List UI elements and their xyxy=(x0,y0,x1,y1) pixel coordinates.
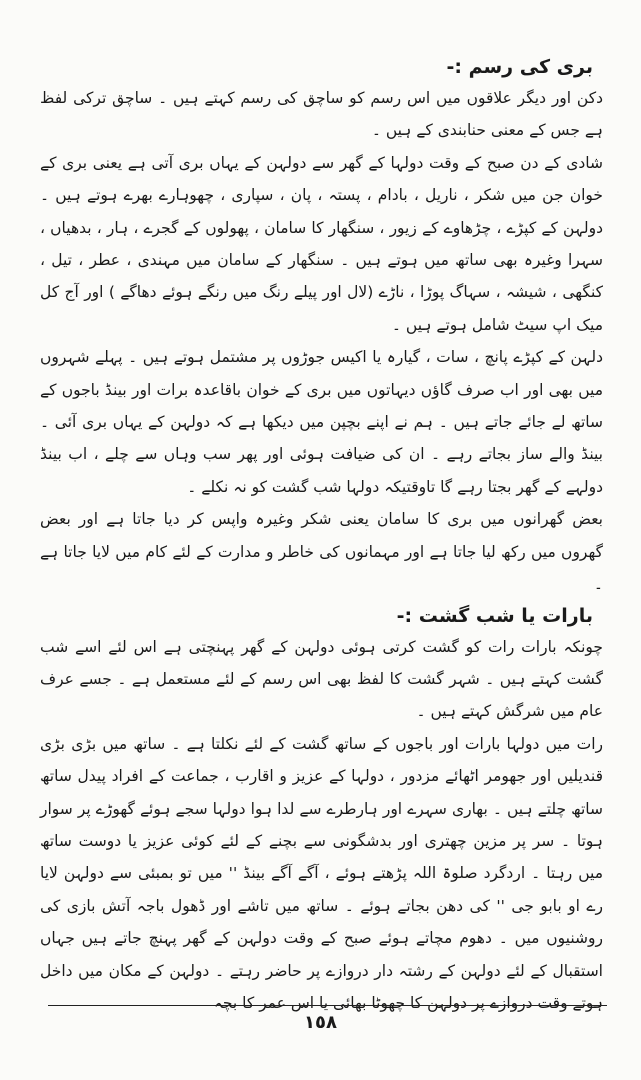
footer-divider xyxy=(48,1005,607,1006)
section-heading-bari: بری کی رسم :- xyxy=(446,56,593,78)
paragraph: بعض گھرانوں میں بری کا سامان یعنی شکر وغیرہ واپس کر دیا جاتا ہے اور بعض گھروں میں رکھ لیا جاتا ہے اور مہمانوں کی خاطر و مدارت کے لئے کام میں لایا جاتا ہے ۔ xyxy=(40,510,603,594)
paragraph: دلہن کے کپڑے پانچ ، سات ، گیارہ یا اکیس جوڑوں پر مشتمل ہوتے ہیں ۔ پہلے شہروں میں بھی اور اب صرف گاؤں دیہاتوں میں بری کے خوان باقاعدہ برات اور بینڈ باجوں کے ساتھ لے جائے جاتے ہیں ۔ ہم نے اپنے بچپن میں دیکھا ہے کہ دولہن کے یہاں بری آئی ۔ بینڈ والے ساز بجاتے رہے ۔ ان کی ضیافت ہوئی اور پھر سب وہاں سے چلے ، اب بینڈ دولہے کے گھر بجتا رہے گا تاوقتیکہ دولہا شب گشت کو نہ نکلے ۔ xyxy=(40,348,603,496)
paragraph: شادی کے دن صبح کے وقت دولہا کے گھر سے دولہن کے یہاں بری آتی ہے یعنی بری کے خوان جن میں شکر ، ناریل ، بادام ، پستہ ، پان ، سپاری ، چھوہارے بھرے ہوتے ہیں ۔ دولہن کے کپڑے ، چڑھاوے کے زیور ، سنگھار کا سامان ، پھولوں کے گجرے ، ہار ، بدھیاں ، سہرا وغیرہ بھی ساتھ میں ہوتے ہیں ۔ سنگھار کے سامان میں مہندی ، عطر ، تیل ، کنگھی ، شیشہ ، سہاگ پوڑا ، ناڑے (لال اور پیلے رنگ میں رنگے ہوئے دھاگے ) اور آج کل میک اپ سیٹ شامل ہوتے ہیں ۔ xyxy=(40,153,603,334)
paragraph: رات میں دولہا بارات اور باجوں کے ساتھ گشت کے لئے نکلتا ہے ۔ ساتھ میں بڑی بڑی قندیلیں اور جھومر اٹھائے مزدور ، دولہا کے عزیز و اقارب ، جماعت کے افراد پیدل ساتھ ساتھ چلتے ہیں ۔ بھاری سہرے اور ہارطرے سے لدا ہوا دولہا سجے ہوئے گھوڑے پر سوار ہوتا ۔ سر پر مزین چھتری اور بدشگونی سے بچنے کے لئے کوئی عزیز یا دوست ساتھ میں رہتا ۔ اردگرد صلوۃ اللہ پڑھتے ہوئے ، آگے آگے بینڈ '' میں تو بمبئی سے دولہن لایا رے او بابو جی '' کی دھن بجاتے ہوئے ۔ ساتھ میں تاشے اور ڈھول باجہ آتش بازی کی روشنیوں میں ۔ دھوم مچاتے ہوئے صبح کے وقت دولہن کے گھر پہنچ جاتے ہیں جہاں استقبال کے لئے دولہن کے رشتہ دار دروازے پر حاضر رہتے ۔ دولہن کے مکان میں داخل ہوتے وقت دروازے پر دولہن کا چھوٹا بھائی یا اس عمر کا بچہ xyxy=(40,734,603,1012)
page-number: ١٥٨ xyxy=(304,1012,337,1033)
page-body xyxy=(40,52,603,1019)
paragraph: دکن اور دیگر علاقوں میں اس رسم کو ساچق کی رسم کہتے ہیں ۔ ساچق ترکی لفظ ہے جس کے معنی حنابندی کے ہیں ۔ xyxy=(40,89,603,140)
section-heading-barat: بارات یا شب گشت :- xyxy=(396,604,593,627)
paragraph: چونکہ بارات رات کو گشت کرتی ہوئی دولہن کے گھر پہنچتی ہے اس لئے اسے شب گشت کہتے ہیں ۔ شہر گشت کا لفظ بھی اس رسم کے لئے مستعمل ہے ۔ جسے عرف عام میں شرگش کہتے ہیں ۔ xyxy=(40,637,603,721)
